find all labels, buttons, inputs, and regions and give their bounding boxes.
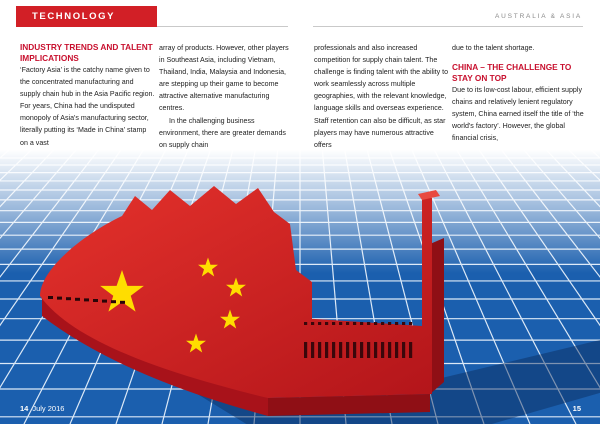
header-rule-left — [157, 26, 288, 27]
page-number-left: 14 — [20, 404, 29, 413]
factory-window — [48, 296, 53, 299]
factory-vent — [304, 342, 307, 358]
factory-vent — [304, 322, 307, 325]
factory-vent — [318, 322, 321, 325]
factory-window — [120, 301, 125, 304]
factory-vent — [388, 322, 391, 325]
factory-window — [66, 297, 71, 300]
factory-vent — [388, 342, 391, 358]
factory-vent — [367, 342, 370, 358]
body-paragraph: ‘Factory Asia’ is the catchy name given to the concentrated manufacturing and supply chain hub in the Asia Pacific region. For years, China had the undisputed monopoly of Asia's manufacturing sector, literally putting its ‘Made in China’ stamp on a vast — [20, 66, 155, 147]
text-column-1 — [20, 42, 156, 149]
chimney-side — [430, 238, 444, 394]
factory-vent — [339, 342, 342, 358]
body-paragraph: In the challenging business environment, there are greater demands on supply chain — [159, 116, 286, 149]
factory-vent — [325, 342, 328, 358]
factory-window — [57, 297, 62, 300]
factory-window — [75, 298, 80, 301]
factory-vent — [346, 342, 349, 358]
factory-vent — [346, 322, 349, 325]
text-column-2 — [159, 42, 295, 151]
factory-vent — [339, 322, 342, 325]
factory-vent — [360, 322, 363, 325]
factory-vent — [374, 322, 377, 325]
factory-vent — [325, 322, 328, 325]
factory-vent — [409, 322, 412, 325]
text-column-4 — [452, 42, 588, 145]
factory-vent — [395, 322, 398, 325]
factory-window — [93, 299, 98, 302]
factory-vent — [402, 322, 405, 325]
section-tab: TECHNOLOGY — [16, 6, 157, 27]
factory-window — [102, 300, 107, 303]
factory-window — [84, 298, 89, 301]
header-rule-right — [313, 26, 583, 27]
factory-vent — [395, 342, 398, 358]
page-number-right: 15 — [572, 404, 581, 413]
factory-vent — [367, 322, 370, 325]
factory-vent — [332, 322, 335, 325]
factory-vent — [311, 322, 314, 325]
footer-left — [20, 404, 64, 413]
body-paragraph: array of products. However, other players in Southeast Asia, including Vietnam, Thailand, India, Malaysia and Indonesia, are stepping up their game to become attractive alternative manufacturing centres. — [159, 44, 289, 113]
region-label: AUSTRALIA & ASIA — [495, 13, 582, 20]
factory-vent — [353, 342, 356, 358]
factory-vent — [374, 342, 377, 358]
body-paragraph: Due to its low-cost labour, efficient supply chains and relatively lenient regulatory system, China earned itself the title of ‘the world's factory’. However, the global financial crisis, — [452, 86, 584, 143]
factory-vent — [360, 342, 363, 358]
factory-vent — [402, 342, 405, 358]
body-paragraph: professionals and also increased competition for supply chain talent. The challenge is finding talent with the ability to work seamlessly across multiple geographies, with the relevant knowledge, language skills and overseas experience. Staff retention can also be difficult, as star players may have numerous attractive offers — [314, 44, 449, 149]
text-column-3 — [314, 42, 450, 151]
factory-window — [111, 300, 116, 303]
heading-industry-trends: INDUSTRY TRENDS AND TALENT IMPLICATIONS — [20, 42, 153, 63]
factory-flag-illustration — [0, 150, 600, 424]
factory-vent — [353, 322, 356, 325]
body-paragraph: due to the talent shortage. — [452, 44, 535, 52]
factory-vent — [311, 342, 314, 358]
factory-vent — [409, 342, 412, 358]
heading-china-challenge: CHINA – THE CHALLENGE TO STAY ON TOP — [452, 62, 572, 84]
factory-vent — [381, 342, 384, 358]
issue-date: July 2016 — [32, 404, 65, 413]
factory-vent — [318, 342, 321, 358]
factory-vent — [381, 322, 384, 325]
factory-vent — [332, 342, 335, 358]
